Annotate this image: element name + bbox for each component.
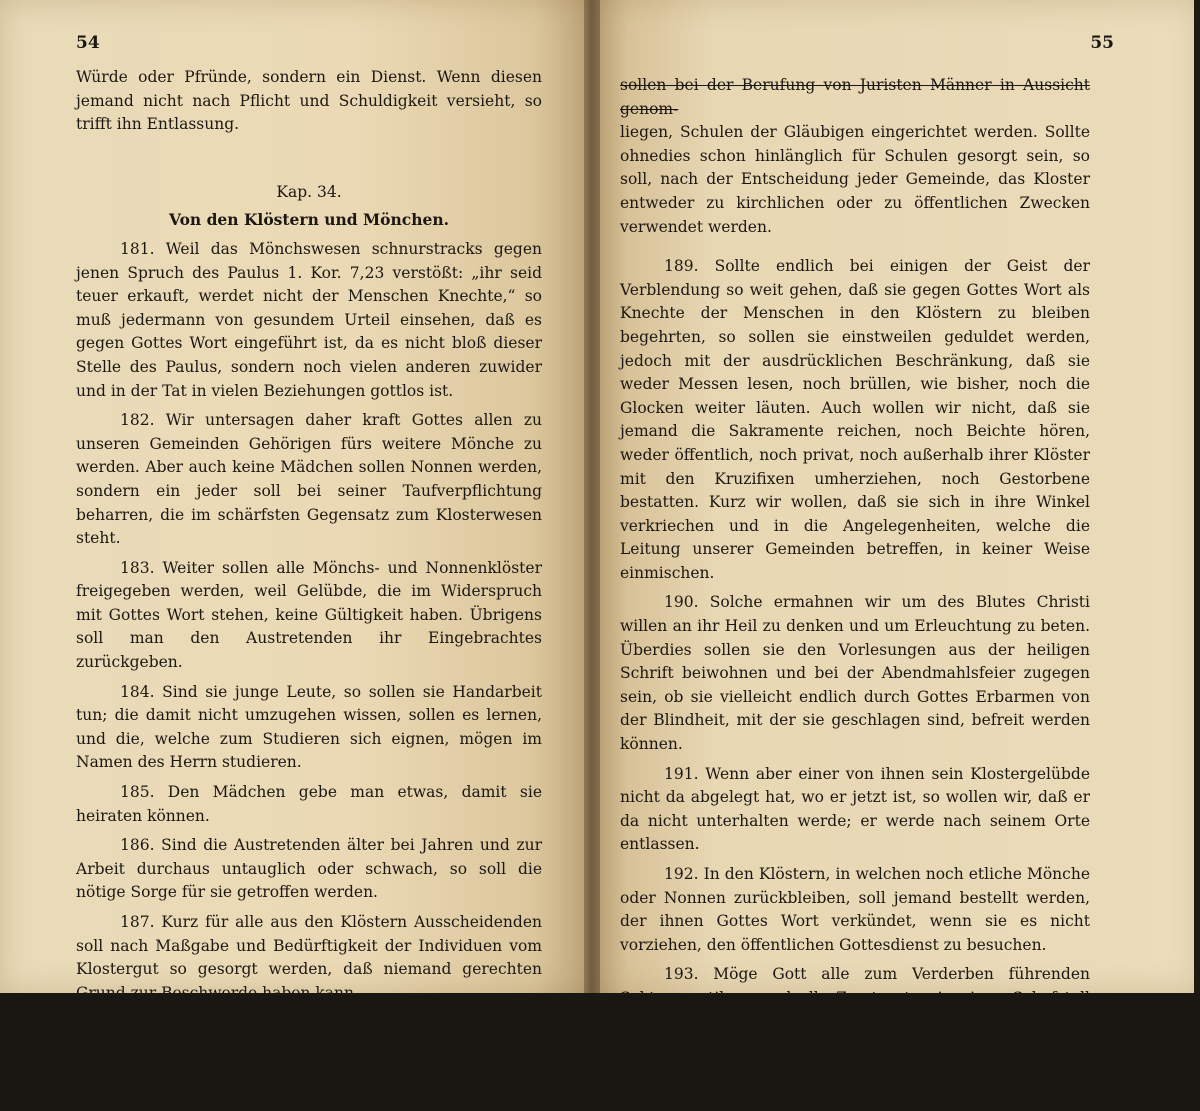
struck-through-line: sollen bei der Berufung von Juristen Männer in Aussicht genom- <box>620 76 1090 118</box>
page-number-left: 54 <box>76 33 100 53</box>
left-page <box>0 0 592 1079</box>
paragraph-187: 187. Kurz für alle aus den Klöstern Ausscheidenden soll nach Maßgabe und Bedürftigkeit der Individuen vom Klostergut so gesorgt werden, daß niemand gerechten Grund zur Beschwerde haben kann. <box>76 913 542 1002</box>
paragraph-193: 193. Möge Gott alle zum Verderben führenden Sekten vertilgen und alle Zerstreuten in einen Schafstall unter einen Hirten und ein Oberhaupt, Christus, zurückführen. <box>620 965 1090 1055</box>
chapter-title: Von den Klöstern und Mönchen. <box>168 210 450 230</box>
paragraph-189: 189. Sollte endlich bei einigen der Geist der Verblendung so weit gehen, daß sie gegen Gottes Wort als Knechte der Menschen in den Klöstern zu bleiben begehrten, so sollen sie einstweilen geduldet werden, jedoch mit der ausdrücklichen Beschränkung, daß sie weder Messen lesen, noch brüllen, wie bisher, noch die Glocken weiter läuten. Auch wollen wir nicht, daß sie jemand die Sakramente reichen, noch Beichte hören, weder öffentlich, noch privat, noch außerhalb ihrer Klöster mit den Kruzifixen umherziehen, noch Gestorbene bestatten. Kurz wir wollen, daß sie sich in ihre Winkel verkriechen und in die Angelegenheiten, welche die Leitung unserer Gemeinden betreffen, in keiner Weise einmischen. <box>620 257 1090 582</box>
paragraph-186: 186. Sind die Austretenden älter bei Jahren und zur Arbeit durchaus untauglich oder schwach, so soll die nötige Sorge für sie getroffen werden. <box>76 836 542 902</box>
book-gutter <box>584 0 600 993</box>
paragraph-194: 194. Wer aber aufs neue eine Sekte bei den Gläubigen in Aufnahme bringt, der sei verflucht. <box>620 1065 1090 1108</box>
paragraph-190: 190. Solche ermahnen wir um des Blutes Christi willen an ihr Heil zu denken und um Erleuchtung zu beten. Überdies sollen sie den Vorlesungen aus der heiligen Schrift beiwohnen und bei der Abendmahlsfeier zugegen sein, ob sie vielleicht endlich durch Gottes Erbarmen von der Blindheit, mit der sie geschlagen sind, befreit werden können. <box>620 593 1090 754</box>
paragraph-181: 181. Weil das Mönchswesen schnurstracks gegen jenen Spruch des Paulus 1. Kor. 7,23 verstößt: „ihr seid teuer erkauft, werdet nicht der Menschen Knechte,“ so muß jedermann von gesundem Urteil einsehen, daß es gegen Gottes Wort eingeführt ist, da es nicht bloß dieser Stelle des Paulus, sondern noch vielen anderen zuwider und in der Tat in vielen Beziehungen gottlos ist. <box>76 239 542 400</box>
paragraph-182: 182. Wir untersagen daher kraft Gottes allen zu unseren Gemeinden Gehörigen fürs weitere Mönche zu werden. Aber auch keine Mädchen sollen Nonnen werden, sondern ein jeder soll bei seiner Taufverpflichtung beharren, die im schärfsten Gegensatz zum Klosterwesen steht. <box>76 411 542 548</box>
chapter-number: Kap. 34. <box>276 182 342 201</box>
paragraph-184: 184. Sind sie junge Leute, so sollen sie Handarbeit tun; die damit nicht umzugehen wissen, sollen es lernen, und die, welche zum Studieren sich eignen, mögen im Namen des Herrn studieren. <box>76 682 542 772</box>
right-page <box>592 0 1200 1108</box>
spacer <box>620 239 1090 249</box>
page-number-right: 55 <box>1090 33 1114 53</box>
right-page-text <box>620 74 1090 1111</box>
intro-paragraph: Würde oder Pfründe, sondern ein Dienst. Wenn diesen jemand nicht nach Pflicht und Schuldigkeit versieht, so trifft ihn Entlassung. <box>76 68 542 134</box>
left-page-text <box>76 66 542 1082</box>
continuation-paragraph: liegen, Schulen der Gläubigen eingerichtet werden. Sollte ohnedies schon hinlänglich für Schulen gesorgt sein, so soll, nach der Entscheidung jeder Gemeinde, das Kloster entweder zu kirchlichen oder zu öffentlichen Zwecken verwendet werden. <box>620 123 1090 236</box>
book-edge <box>1194 0 1200 993</box>
paragraph-185: 185. Den Mädchen gebe man etwas, damit sie heiraten können. <box>76 783 542 825</box>
paragraph-191: 191. Wenn aber einer von ihnen sein Klostergelübde nicht da abgelegt hat, wo er jetzt ist, so wollen wir, daß er da nicht unterhalten werde; er werde nach seinem Orte entlassen. <box>620 764 1090 854</box>
paragraph-183: 183. Weiter sollen alle Mönchs- und Nonnenklöster freigegeben werden, weil Gelübde, die im Widerspruch mit Gottes Wort stehen, keine Gültigkeit haben. Übrigens soll man den Austretenden ihr Eingebrachtes zurückgeben. <box>76 558 542 672</box>
paragraph-192: 192. In den Klöstern, in welchen noch etliche Mönche oder Nonnen zurückbleiben, soll jemand bestellt werden, der ihnen Gottes Wort verkündet, wenn sie es nicht vorziehen, den öffentlichen Gottesdienst zu besuchen. <box>620 865 1090 954</box>
paragraph-188: 188. Sowie aber ein Kloster gänzlich geräumt ist, sollen in demselben, besonders zu Marburg, wenn sie nicht frei im Felde <box>76 1013 542 1079</box>
